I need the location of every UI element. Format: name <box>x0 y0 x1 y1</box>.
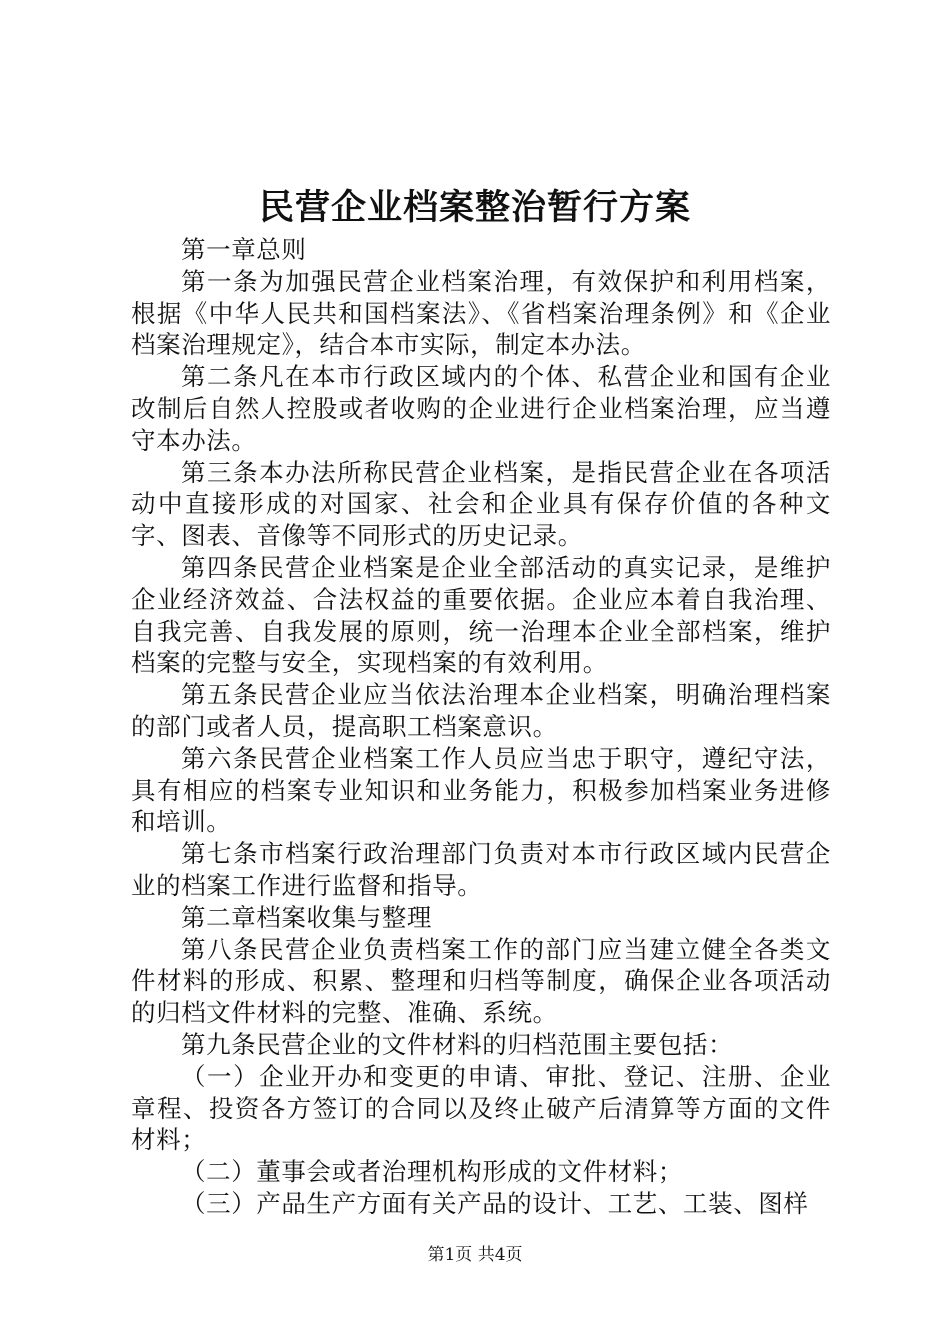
article-paragraph: 第九条民营企业的文件材料的归档范围主要包括： <box>181 1029 734 1059</box>
article-paragraph: 第八条民营企业负责档案工作的部门应当建立健全各类文件材料的形成、积累、整理和归档等制度，确保企业各项活动的归档文件材料的完整、准确、系统。 <box>131 934 831 1028</box>
article-paragraph: 第四条民营企业档案是企业全部活动的真实记录，是维护企业经济效益、合法权益的重要依据。企业应本着自我治理、自我完善、自我发展的原则，统一治理本企业全部档案，维护档案的完整与安全，实现档案的有效利用。 <box>131 552 831 678</box>
page-number: 第1页 共4页 <box>427 1245 523 1265</box>
list-item: （一）企业开办和变更的申请、审批、登记、注册、企业章程、投资各方签订的合同以及终止破产后清算等方面的文件材料； <box>131 1061 831 1155</box>
document-title: 民营企业档案整治暂行方案 <box>258 187 691 228</box>
article-paragraph: 第一条为加强民营企业档案治理，有效保护和利用档案，根据《中华人民共和国档案法》、《省档案治理条例》和《企业档案治理规定》，结合本市实际，制定本办法。 <box>131 266 831 360</box>
article-paragraph: 第二条凡在本市行政区域内的个体、私营企业和国有企业改制后自然人控股或者收购的企业进行企业档案治理，应当遵守本办法。 <box>131 362 831 455</box>
article-paragraph: 第五条民营企业应当依法治理本企业档案，明确治理档案的部门或者人员，提高职工档案意识。 <box>131 680 831 741</box>
list-item: （二）董事会或者治理机构形成的文件材料； <box>181 1157 683 1187</box>
article-paragraph: 第七条市档案行政治理部门负责对本市行政区域内民营企业的档案工作进行监督和指导。 <box>131 839 831 900</box>
document-body <box>131 234 831 1220</box>
chapter-heading: 第一章总则 <box>181 235 307 264</box>
list-item: （三）产品生产方面有关产品的设计、工艺、工装、图样 <box>181 1188 809 1218</box>
chapter-heading: 第二章档案收集与整理 <box>181 902 432 932</box>
article-paragraph: 第三条本办法所称民营企业档案，是指民营企业在各项活动中直接形成的对国家、社会和企业具有保存价值的各种文字、图表、音像等不同形式的历史记录。 <box>131 457 831 551</box>
article-paragraph: 第六条民营企业档案工作人员应当忠于职守，遵纪守法，具有相应的档案专业知识和业务能力，积极参加档案业务进修和培训。 <box>131 743 831 837</box>
